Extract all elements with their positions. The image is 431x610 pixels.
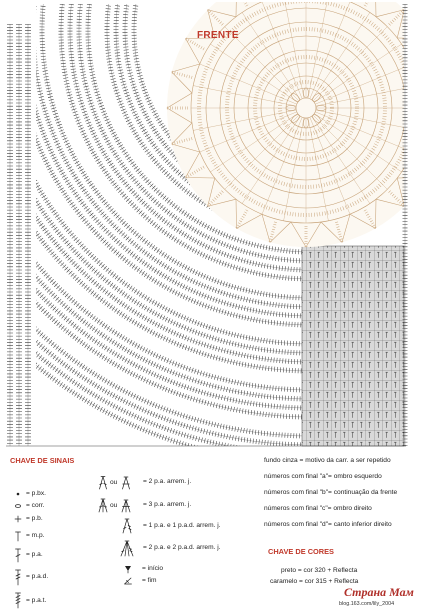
dc-tr-cluster-symbol [123, 519, 131, 533]
color-item-black: preto = cor 320 + Reflecta [281, 567, 358, 574]
colors-key-title: CHAVE DE CORES [268, 547, 334, 556]
sign-label-double-crochet: = p.a. [26, 551, 43, 558]
note-suffix-a: números com final "a"= ombro esquerdo [264, 473, 382, 480]
sign-label-treble: = p.a.d. [26, 573, 49, 580]
three-dc-cluster-symbol [99, 499, 107, 512]
motif-petal [412, 123, 431, 152]
motif-petal-stitches [408, 167, 426, 178]
watermark-url: blog.163.com/lily_2004 [339, 601, 395, 607]
half-double-t-symbol [16, 532, 21, 541]
note-suffix-c: números com final "c"= ombro direito [264, 505, 372, 512]
sign-label-chain-dot: = p.bx. [26, 490, 46, 497]
left-edge-columns [10, 24, 28, 446]
sign-label-half-double: = m.p. [26, 532, 45, 539]
chain-oval-symbol [15, 505, 20, 508]
start-arrow-symbol [125, 566, 131, 571]
motif-petal [321, 0, 350, 2]
cluster-label-three-dc: = 3 p.a. arrem. j. [143, 501, 192, 508]
two-dc-cluster-symbol [100, 477, 107, 490]
cluster-label-two-dc-two-tr: = 2 p.a. e 2 p.a.d. arrem. j. [143, 544, 221, 551]
color-item-caramel: caramelo = cor 315 + Reflecta [270, 578, 359, 585]
end-arrow-symbol [125, 578, 132, 584]
motif-petal [262, 0, 291, 2]
repeat-mesh-area [302, 246, 404, 446]
motif-petal [420, 93, 431, 123]
motif-petal [412, 64, 431, 93]
signs-key-title: CHAVE DE SINAIS [10, 456, 75, 465]
chain-dot-symbol [17, 493, 20, 496]
sign-label-chain-oval: = corr. [26, 502, 45, 509]
motif-petal-stitches [420, 139, 431, 145]
sign-label-single-crochet: = p.b. [26, 515, 43, 522]
motif-petal-stitches [408, 39, 426, 50]
sign-label-double-treble: = p.a.t. [26, 597, 47, 604]
note-gray-background: fundo cinza = motivo da carr. a ser repetido [264, 457, 391, 464]
motif-petal-stitches [420, 72, 431, 78]
note-suffix-b: números com final "b"= continuação da frente [264, 489, 398, 496]
double-treble-symbol [16, 593, 21, 608]
three-dc-cluster-alt-symbol [122, 500, 130, 512]
cluster-or-word: ou [110, 479, 118, 486]
start-label: = início [142, 565, 164, 572]
cluster-label-dc-tr: = 1 p.a. e 1 p.a.d. arrem. j. [143, 522, 221, 529]
two-dc-cluster-alt-symbol [123, 477, 130, 489]
note-suffix-d: números com final "d"= canto inferior direito [264, 521, 392, 528]
end-label: = fim [142, 577, 157, 584]
treble-crochet-symbol [16, 570, 21, 585]
cluster-label-two-dc: = 2 p.a. arrem. j. [143, 478, 192, 485]
cluster-or-word: ou [110, 502, 118, 509]
double-crochet-symbol [16, 549, 21, 562]
two-dc-two-tr-cluster-symbol [121, 541, 133, 556]
watermark-brand: Страна Мам [344, 585, 414, 599]
page-title: FRENTE [197, 30, 239, 41]
single-crochet-cross-symbol [15, 516, 21, 522]
